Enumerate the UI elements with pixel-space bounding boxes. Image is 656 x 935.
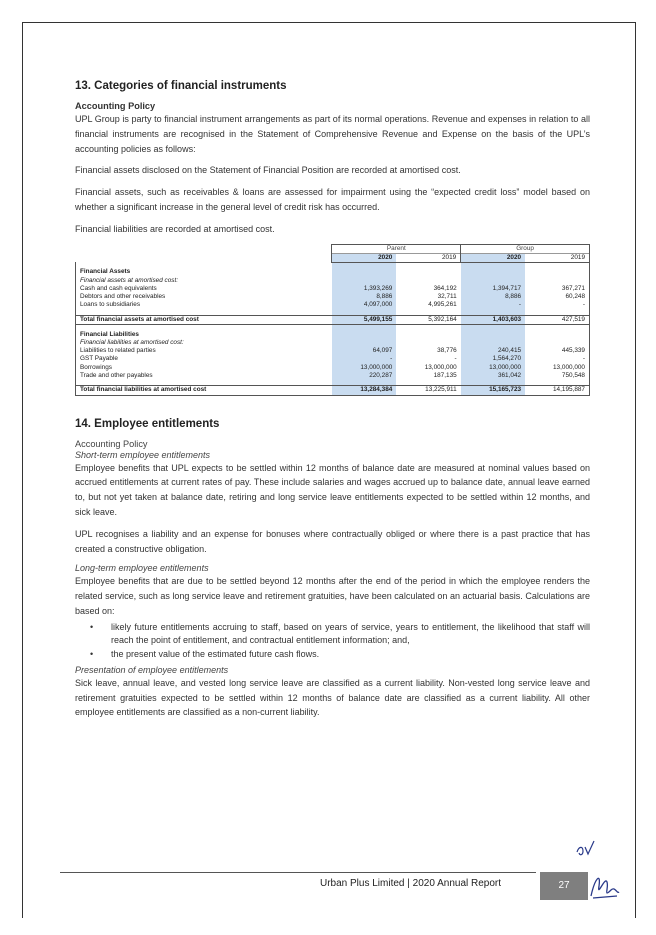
- table-row: [76, 331, 590, 339]
- table-row: [76, 268, 590, 276]
- group-header-parent: Parent: [332, 244, 461, 253]
- cell-value: 8,886: [332, 293, 396, 301]
- paragraph: Financial assets disclosed on the Statement of Financial Position are recorded at amortised cost.: [75, 165, 461, 176]
- group-header-group: Group: [461, 244, 590, 253]
- section-13-heading: 13. Categories of financial instruments: [75, 80, 287, 92]
- cell-value: 60,248: [525, 293, 589, 301]
- cell-value: 8,886: [461, 293, 525, 301]
- paragraph: Financial liabilities are recorded at amortised cost.: [75, 223, 275, 234]
- accounting-policy-heading: Accounting Policy: [75, 438, 148, 449]
- financial-instruments-table: [75, 244, 590, 396]
- table-row: [76, 301, 590, 309]
- liabilities-subtitle: Financial liabilities at amortised cost:: [76, 339, 332, 347]
- table-row: [76, 339, 590, 347]
- table-row: [76, 293, 590, 301]
- table-total-row: [76, 386, 590, 395]
- year-header: 2019: [396, 253, 460, 262]
- list-item: • the present value of the estimated future cash flows.: [87, 648, 590, 661]
- cell-value: 13,000,000: [424, 363, 457, 371]
- total-value: 1,403,603: [461, 316, 525, 325]
- table-row: [76, 277, 590, 285]
- total-value: 14,195,887: [525, 386, 589, 395]
- cell-value: 64,097: [332, 347, 396, 355]
- cell-value: 240,415: [461, 347, 525, 355]
- total-label: Total financial liabilities at amortised cost: [76, 386, 332, 395]
- cell-value: 1,394,717: [461, 285, 525, 293]
- cell-value: 364,192: [433, 284, 457, 292]
- cell-value: 32,711: [437, 293, 457, 301]
- signature-icon: [587, 868, 621, 904]
- cell-value: 13,000,000: [525, 364, 589, 372]
- presentation-heading: Presentation of employee entitlements: [75, 664, 229, 675]
- table-year-row: [76, 253, 590, 262]
- cell-value: -: [525, 301, 589, 309]
- cell-value: 187,135: [433, 371, 457, 379]
- cell-value: -: [454, 355, 457, 363]
- table-total-row: [76, 316, 590, 325]
- page-content: [75, 80, 590, 727]
- cell-value: 445,339: [525, 347, 589, 355]
- total-value: 13,225,911: [396, 386, 460, 395]
- cell-value: 220,287: [332, 372, 396, 380]
- cell-value: 13,000,000: [332, 364, 396, 372]
- cell-value: 13,000,000: [461, 364, 525, 372]
- page-number: 27: [540, 872, 588, 900]
- cell-value: 1,393,269: [332, 285, 396, 293]
- cell-value: 38,776: [437, 347, 457, 355]
- bullet-list: [87, 621, 590, 661]
- initials-mark-icon: [574, 838, 598, 860]
- year-header: 2019: [525, 253, 589, 262]
- total-value: 5,499,155: [332, 316, 396, 325]
- accounting-policy-heading: Accounting Policy: [75, 101, 156, 111]
- year-header: 2020: [332, 253, 396, 262]
- paragraph: Financial assets, such as receivables & loans are assessed for impairment using the “expected credit loss” model based on whether a significant increase in the general level of credit risk has occurred.: [75, 187, 590, 212]
- assets-title: Financial Assets: [76, 268, 332, 276]
- row-label: Cash and cash equivalents: [76, 285, 332, 293]
- cell-value: -: [332, 355, 396, 363]
- cell-value: -: [525, 355, 589, 363]
- short-term-heading: Short-term employee entitlements: [75, 449, 211, 460]
- assets-subtitle: Financial assets at amortised cost:: [76, 277, 332, 285]
- table-row: [76, 285, 590, 293]
- row-label: Trade and other payables: [76, 372, 332, 380]
- table-row: [76, 372, 590, 380]
- total-value: 427,519: [525, 316, 589, 325]
- liabilities-title: Financial Liabilities: [76, 331, 332, 339]
- total-label: Total financial assets at amortised cost: [76, 316, 332, 325]
- row-label: Liabilities to related parties: [76, 347, 332, 355]
- footer-report-title: Urban Plus Limited | 2020 Annual Report: [320, 878, 502, 889]
- total-value: 15,165,723: [461, 386, 525, 395]
- cell-value: 4,097,000: [332, 301, 396, 309]
- total-value: 5,392,164: [396, 316, 460, 325]
- row-label: Loans to subsidiaries: [76, 301, 332, 309]
- table-row: [76, 347, 590, 355]
- cell-value: -: [461, 301, 525, 309]
- cell-value: 367,271: [525, 285, 589, 293]
- year-header: 2020: [461, 253, 525, 262]
- footer-divider: [60, 872, 536, 873]
- section-14-heading: 14. Employee entitlements: [75, 417, 220, 430]
- list-item: • likely future entitlements accruing to staff, based on years of service, years to entitlement, the likelihood that staff will reach the point of entitlement, and contractual entitlement information; and,: [87, 621, 590, 647]
- long-term-heading: Long-term employee entitlements: [75, 563, 209, 574]
- cell-value: 4,995,261: [428, 301, 457, 309]
- paragraph: Employee benefits that UPL expects to be settled within 12 months of balance date are measured at nominal values based on accrued entitlements at current rates of pay. These include salaries and wages accrued up to balance date, annual leave earned to, but not yet taken at balance date, retiring and long service leave entitlements expected to be settled within 12 months, and sick leave.: [75, 462, 590, 518]
- cell-value: 361,042: [461, 372, 525, 380]
- row-label: Borrowings: [76, 364, 332, 372]
- paragraph: Sick leave, annual leave, and vested long service leave are classified as a current liability. Non-vested long service leave and retirement gratuities expected to be settled within 12 months of balance date are classified as a current liability. All other employee entitlements are classified as a non-current liability.: [75, 677, 590, 718]
- row-label: Debtors and other receivables: [76, 293, 332, 301]
- paragraph: UPL recognises a liability and an expense for bonuses where contractually obliged or where there is a past practice that has created a constructive obligation.: [75, 528, 590, 554]
- paragraph: Employee benefits that are due to be settled beyond 12 months after the end of the period in which the employee renders the related service, such as long service leave and retirement gratuities, have been calculated on an actuarial basis. Calculations are based on:: [75, 576, 590, 616]
- cell-value: 1,564,270: [461, 355, 525, 363]
- table-group-header-row: [76, 244, 590, 253]
- cell-value: 750,548: [525, 372, 589, 380]
- table-row: [76, 364, 590, 372]
- row-label: GST Payable: [76, 355, 332, 363]
- total-value: 13,284,384: [332, 386, 396, 395]
- table-row: [76, 355, 590, 363]
- paragraph: UPL Group is party to financial instrument arrangements as part of its normal operations. Revenue and expenses in relation to all financial instruments are recognised in the Statement of Comprehensive Revenue and Expense on the basis of the UPL’s accounting policies as follows:: [75, 114, 590, 154]
